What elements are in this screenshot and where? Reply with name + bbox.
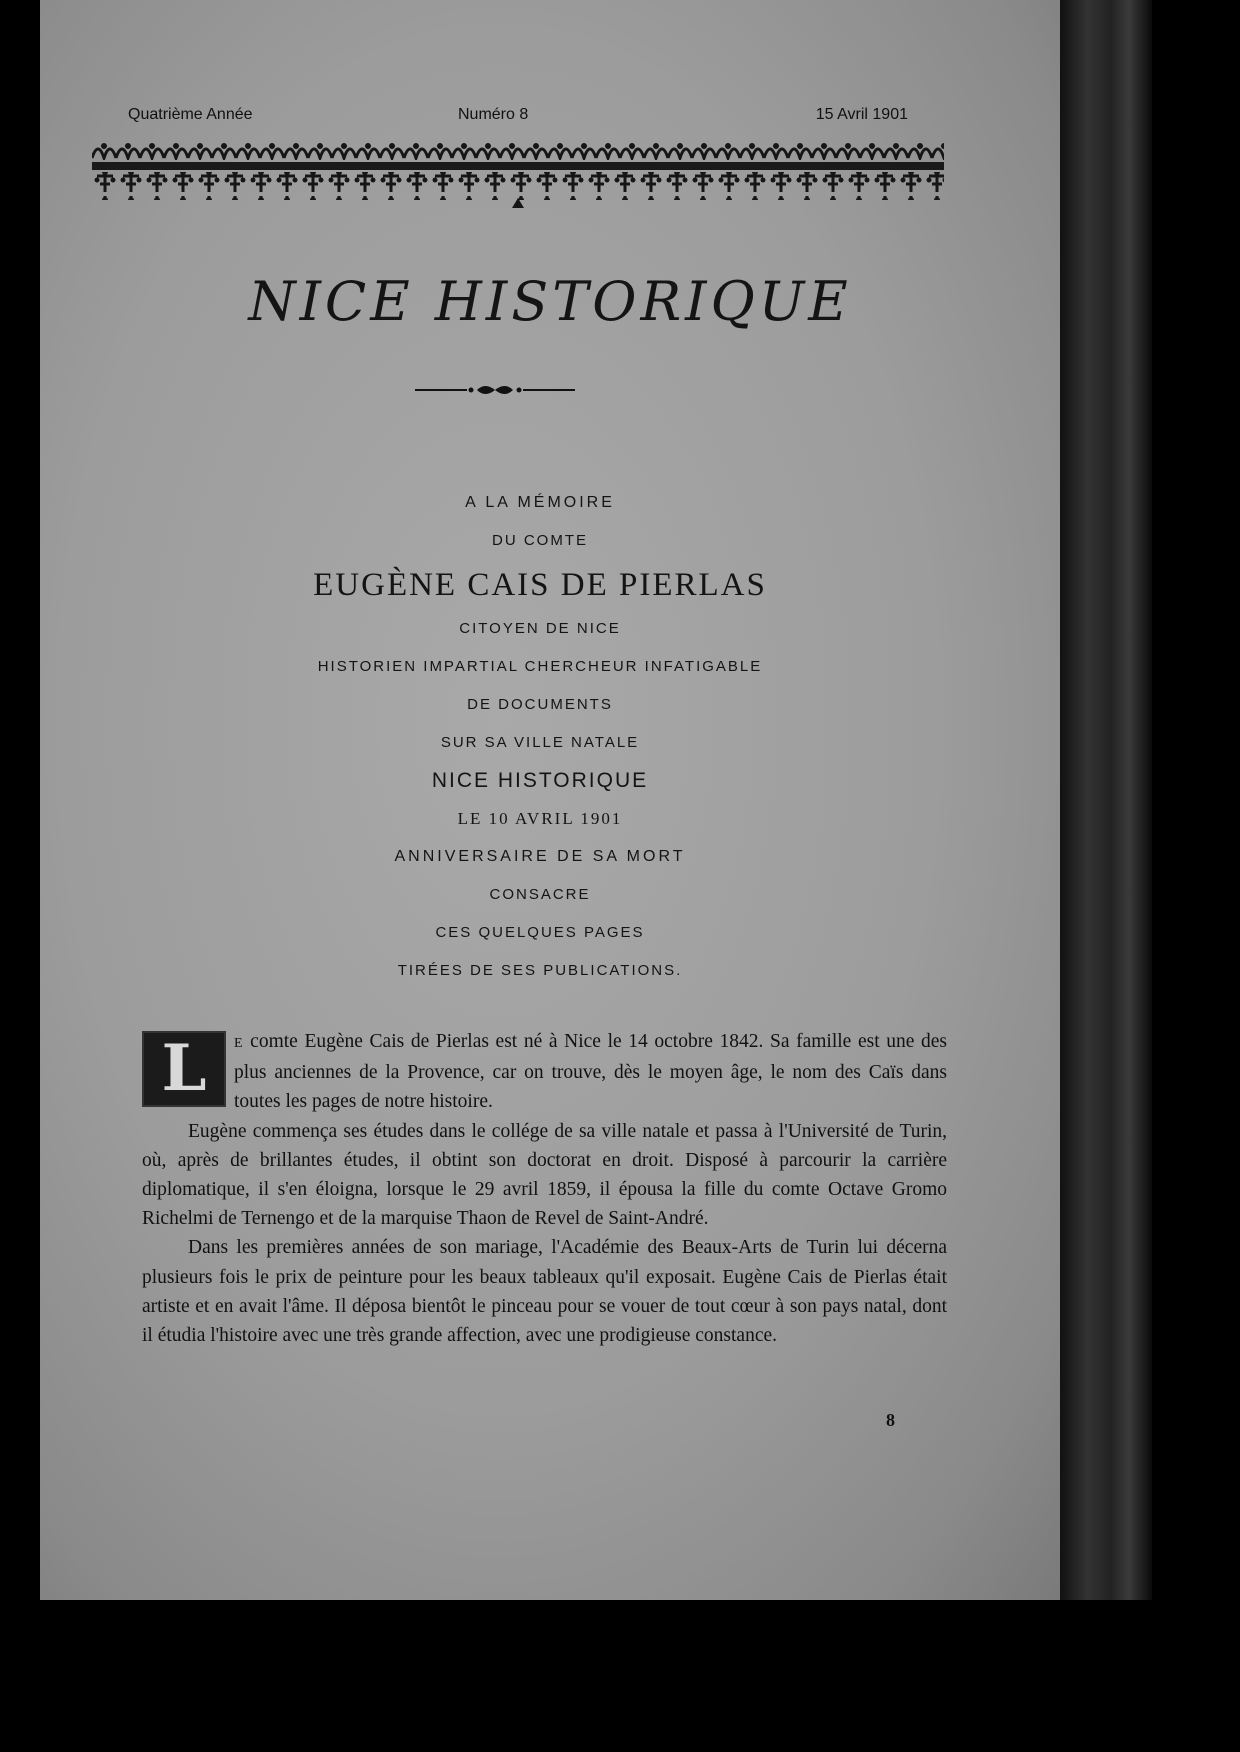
dedication-line: A LA MÉMOIRE [465,494,615,511]
scan-background [0,1600,1240,1752]
ornamental-divider [415,382,575,398]
document-page [40,0,1060,1600]
dedication-line: ANNIVERSAIRE DE SA MORT [394,848,686,865]
dedication-line: DU COMTE [492,532,588,549]
small-cap-letter: E [234,1036,244,1051]
paragraph: Dans les premières années de son mariage, l'Académie des Beaux-Arts de Turin lui décerna plusieurs fois le prix de peinture pour les beaux tableaux qu'il exposait. Eugène Cais de Pierlas était artiste et en avait l'âme. Il déposa bientôt le pinceau pour se vouer de tout cœur à son pays natal, dont il étudia l'histoire avec une très grande affection, avec une prodigieuse constance. [142,1237,947,1347]
dedication-line: TIRÉES DE SES PUBLICATIONS. [397,962,683,979]
header-number: Numéro 8 [458,106,529,123]
dedication-line: CONSACRE [489,886,591,903]
header-date: 15 Avril 1901 [815,106,908,123]
page-signature: 8 [886,1410,895,1430]
dedication-line: CITOYEN DE NICE [459,620,621,637]
paragraph: Eugène commença ses études dans le collége de sa ville natale et passa à l'Université de Turin, où, après de brillantes études, il obtint son doctorat en droit. Disposé à parcourir la carrière diplomatique, il s'en éloigna, lorsque le 29 avril 1859, il épousa la fille du comte Octave Gromo Richelmi de Ternengo et de la marquise Thaon de Revel de Saint-André. [142,1120,947,1230]
drop-cap: L [142,1031,226,1107]
article-body [142,1027,947,1350]
ornamental-band [92,138,944,210]
running-header [128,106,908,128]
dedication-line: HISTORIEN IMPARTIAL CHERCHEUR INFATIGABLE [317,658,763,675]
masthead-title: NICE HISTORIQUE [248,270,852,333]
book-spine-edge [1060,0,1152,1600]
paragraph-text: comte Eugène Cais de Pierlas est né à Nice le 14 octobre 1842. Sa famille est une des plus anciennes de la Provence, car on trouve, dès le moyen âge, le nom des Caïs dans toutes les pages de notre histoire. [234,1031,947,1113]
dedication-line: SUR SA VILLE NATALE [440,734,640,751]
header-year: Quatrième Année [128,106,253,123]
dedication-line: LE 10 AVRIL 1901 [457,809,623,828]
dedication-line: NICE HISTORIQUE [431,769,649,792]
dedication-line: DE DOCUMENTS [467,696,613,713]
dedication-line: CES QUELQUES PAGES [435,924,645,941]
paragraph [142,1027,947,1117]
dedication-block [40,484,1040,990]
dedication-name: EUGÈNE CAIS DE PIERLAS [313,567,767,603]
